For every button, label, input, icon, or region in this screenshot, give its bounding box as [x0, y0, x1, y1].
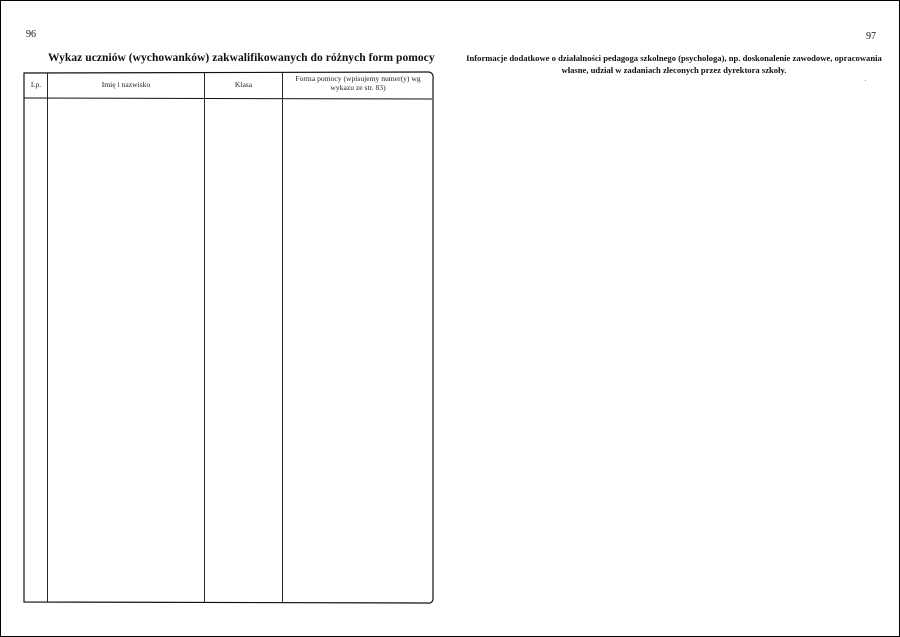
col-header-klasa: Klasa	[234, 80, 253, 89]
left-page-number: 96	[26, 29, 36, 40]
right-page-number: 97	[866, 31, 876, 42]
scan-speck	[865, 80, 866, 81]
col-header-forma: Forma pomocy (wpisujemy numer(y) wg wykazu ze str. 83)	[295, 74, 421, 92]
col-header-name: Imię i nazwisko	[101, 80, 151, 89]
left-page-title: Wykaz uczniów (wychowanków) zakwalifikowanych do różnych form pomocy	[48, 52, 435, 64]
right-page-title: Informacje dodatkowe o działalności pedagoga szkolnego (psychologa), np. doskonalenie zawodowe, opracowania własne, udział w zadaniach zleconych przez dyrektora szkoły.	[466, 53, 882, 75]
col-header-lp: Lp.	[30, 80, 42, 89]
